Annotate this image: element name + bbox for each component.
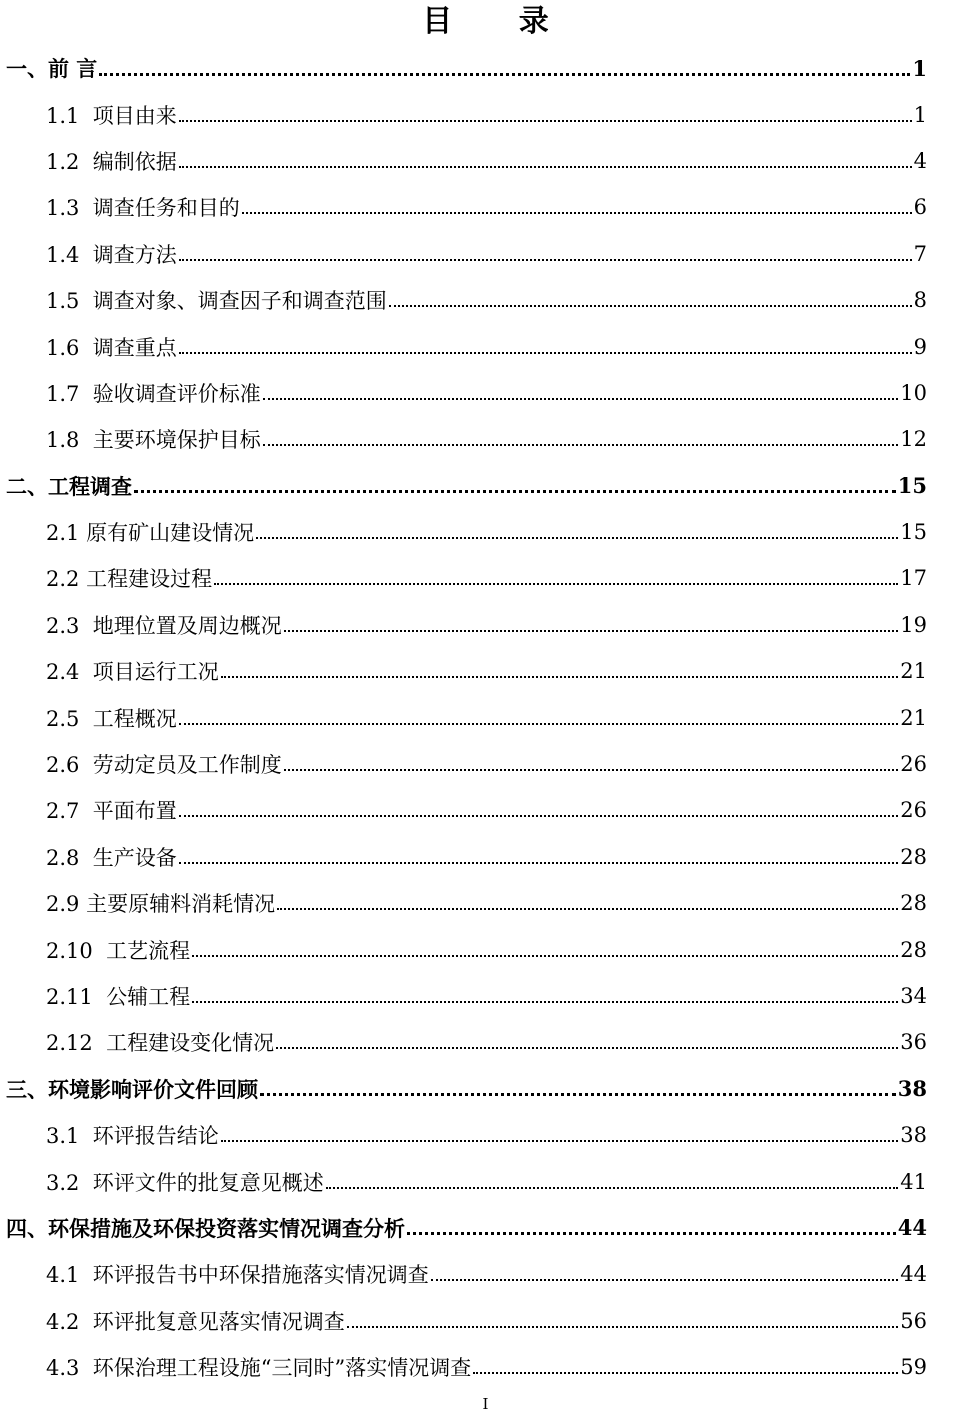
toc-section-entry[interactable] — [0, 1344, 971, 1390]
page-number: I — [482, 1395, 489, 1413]
toc-dot-leader — [192, 1001, 898, 1003]
toc-entry-page-number: 1 — [912, 55, 927, 81]
toc-section-entry[interactable] — [0, 509, 971, 555]
toc-section-entry[interactable] — [0, 1112, 971, 1158]
toc-entry-label: 1.6 调查重点 — [46, 335, 177, 360]
toc-section-entry[interactable] — [0, 138, 971, 184]
toc-entry-page-number: 19 — [900, 612, 927, 637]
toc-dot-leader — [284, 769, 899, 771]
toc-section-entry[interactable] — [0, 1019, 971, 1065]
toc-dot-leader — [192, 955, 898, 957]
toc-dot-leader — [284, 630, 899, 632]
toc-entry-label: 1.2 编制依据 — [46, 149, 177, 174]
toc-entry-page-number: 17 — [900, 566, 927, 591]
toc-chapter-entry[interactable] — [0, 463, 971, 509]
toc-dot-leader — [179, 259, 912, 261]
toc-entry-page-number: 26 — [900, 798, 927, 823]
toc-section-entry[interactable] — [0, 323, 971, 369]
toc-dot-leader — [263, 444, 899, 446]
toc-entry-label: 2.7 平面布置 — [46, 799, 177, 824]
toc-dot-leader — [179, 862, 899, 864]
toc-entry-page-number: 4 — [913, 148, 927, 173]
toc-entry-label: 2.1 原有矿山建设情况 — [46, 521, 255, 546]
toc-entry-page-number: 6 — [913, 195, 927, 220]
toc-dot-leader — [179, 166, 912, 168]
toc-dot-leader — [179, 352, 912, 354]
toc-entry-label: 2.8 生产设备 — [46, 845, 177, 870]
toc-section-entry[interactable] — [0, 184, 971, 230]
toc-dot-leader — [431, 1279, 899, 1281]
toc-dot-leader — [260, 1093, 896, 1096]
toc-entry-label: 1.7 验收调查评价标准 — [46, 381, 261, 406]
toc-entry-page-number: 12 — [900, 427, 927, 452]
toc-dot-leader — [179, 723, 899, 725]
toc-dot-leader — [179, 120, 912, 122]
toc-entry-label: 2.4 项目运行工况 — [46, 660, 219, 685]
toc-section-entry[interactable] — [0, 370, 971, 416]
toc-dot-leader — [214, 583, 898, 585]
toc-dot-leader — [221, 676, 899, 678]
toc-dot-leader — [389, 305, 912, 307]
toc-entry-page-number: 21 — [900, 705, 927, 730]
toc-chapter-entry[interactable] — [0, 1066, 971, 1112]
toc-entry-page-number: 38 — [900, 1123, 927, 1148]
toc-entry-label: 1.1 项目由来 — [46, 103, 177, 128]
toc-entry-page-number: 59 — [900, 1355, 927, 1380]
toc-entry-label: 三、环境影响评价文件回顾 — [6, 1076, 258, 1102]
toc-section-entry[interactable] — [0, 277, 971, 323]
toc-entry-label: 1.8 主要环境保护目标 — [46, 428, 261, 453]
toc-entry-page-number: 36 — [900, 1030, 927, 1055]
toc-section-entry[interactable] — [0, 973, 971, 1019]
toc-entry-label: 1.5 调查对象、调查因子和调查范围 — [46, 289, 387, 314]
toc-entry-page-number: 44 — [900, 1262, 927, 1287]
toc-entry-page-number: 56 — [900, 1308, 927, 1333]
toc-dot-leader — [134, 490, 896, 493]
toc-dot-leader — [473, 1372, 898, 1374]
toc-entry-label: 二、工程调查 — [6, 473, 132, 499]
toc-entry-page-number: 10 — [900, 380, 927, 405]
toc-entry-label: 3.1 环评报告结论 — [46, 1124, 219, 1149]
toc-entry-label: 2.11 公辅工程 — [46, 985, 191, 1009]
toc-entry-label: 2.5 工程概况 — [46, 706, 177, 731]
toc-section-entry[interactable] — [0, 1298, 971, 1344]
toc-section-entry[interactable] — [0, 555, 971, 601]
toc-section-entry[interactable] — [0, 602, 971, 648]
toc-dot-leader — [326, 1187, 899, 1189]
toc-section-entry[interactable] — [0, 1251, 971, 1297]
toc-entry-label: 2.3 地理位置及周边概况 — [46, 613, 282, 638]
toc-entry-page-number: 38 — [897, 1076, 927, 1102]
toc-dot-leader — [221, 1140, 899, 1142]
toc-dot-leader — [256, 537, 898, 539]
toc-section-entry[interactable] — [0, 926, 971, 972]
toc-entry-page-number: 28 — [900, 844, 927, 869]
toc-entry-label: 1.3 调查任务和目的 — [46, 196, 240, 221]
toc-dot-leader — [347, 1326, 899, 1328]
table-of-contents — [0, 45, 971, 1390]
toc-entry-label: 2.9 主要原辅料消耗情况 — [46, 892, 276, 917]
toc-entry-page-number: 41 — [900, 1169, 927, 1194]
toc-section-entry[interactable] — [0, 231, 971, 277]
toc-dot-leader — [277, 908, 898, 910]
toc-chapter-entry[interactable] — [0, 1205, 971, 1251]
toc-section-entry[interactable] — [0, 741, 971, 787]
toc-entry-label: 3.2 环评文件的批复意见概述 — [46, 1170, 324, 1195]
toc-entry-label: 一、前 言 — [6, 56, 98, 82]
toc-entry-label: 1.4 调查方法 — [46, 242, 177, 267]
toc-dot-leader — [407, 1232, 896, 1235]
toc-entry-label: 2.6 劳动定员及工作制度 — [46, 753, 282, 778]
toc-entry-label: 2.2 工程建设过程 — [46, 567, 213, 592]
toc-dot-leader — [276, 1047, 898, 1049]
toc-entry-page-number: 28 — [900, 891, 927, 916]
toc-entry-page-number: 15 — [897, 473, 927, 499]
toc-dot-leader — [99, 73, 910, 76]
toc-entry-page-number: 21 — [900, 659, 927, 684]
toc-entry-label: 2.10 工艺流程 — [46, 938, 191, 963]
toc-entry-page-number: 28 — [900, 937, 927, 962]
toc-section-entry[interactable] — [0, 648, 971, 694]
toc-section-entry[interactable] — [0, 694, 971, 740]
toc-entry-page-number: 26 — [900, 752, 927, 777]
toc-dot-leader — [263, 398, 899, 400]
toc-entry-page-number: 8 — [913, 288, 927, 313]
toc-section-entry[interactable] — [0, 91, 971, 137]
toc-entry-page-number: 7 — [913, 241, 927, 266]
toc-entry-page-number: 15 — [900, 520, 927, 545]
toc-dot-leader — [242, 212, 912, 214]
toc-section-entry[interactable] — [0, 834, 971, 880]
toc-section-entry[interactable] — [0, 1158, 971, 1204]
toc-entry-page-number: 9 — [913, 334, 927, 359]
toc-entry-label: 4.1 环评报告书中环保措施落实情况调查 — [46, 1263, 429, 1288]
toc-entry-page-number: 1 — [913, 102, 927, 127]
toc-dot-leader — [179, 815, 899, 817]
toc-entry-page-number: 44 — [897, 1215, 927, 1241]
toc-entry-label: 4.2 环评批复意见落实情况调查 — [46, 1309, 345, 1334]
toc-section-entry[interactable] — [0, 416, 971, 462]
toc-entry-page-number: 34 — [900, 984, 927, 1008]
toc-section-entry[interactable] — [0, 880, 971, 926]
page-title: 目 录 — [422, 4, 577, 39]
toc-section-entry[interactable] — [0, 787, 971, 833]
toc-chapter-entry[interactable] — [0, 45, 971, 91]
toc-entry-label: 4.3 环保治理工程设施“三同时”落实情况调查 — [46, 1356, 472, 1381]
toc-entry-label: 四、环保措施及环保投资落实情况调查分析 — [6, 1215, 405, 1241]
toc-entry-label: 2.12 工程建设变化情况 — [46, 1031, 275, 1056]
